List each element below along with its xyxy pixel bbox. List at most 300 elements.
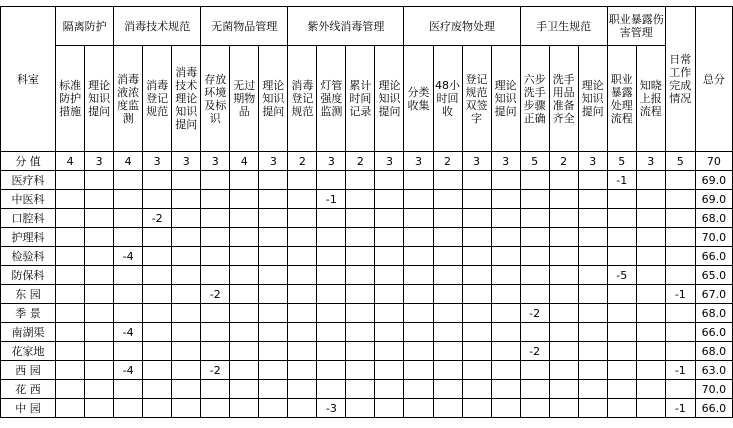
- deduction-cell[interactable]: [404, 285, 433, 304]
- deduction-cell[interactable]: [56, 304, 85, 323]
- deduction-cell[interactable]: [143, 323, 172, 342]
- deduction-cell[interactable]: [433, 323, 462, 342]
- score-value-cell[interactable]: 3: [201, 152, 230, 171]
- deduction-cell[interactable]: -2: [520, 304, 549, 323]
- deduction-cell[interactable]: [665, 323, 695, 342]
- deduction-cell[interactable]: [462, 190, 491, 209]
- deduction-cell[interactable]: [259, 323, 288, 342]
- deduction-cell[interactable]: [433, 171, 462, 190]
- deduction-cell[interactable]: -1: [317, 190, 346, 209]
- deduction-cell[interactable]: [288, 228, 317, 247]
- deduction-cell[interactable]: [143, 190, 172, 209]
- deduction-cell[interactable]: [114, 304, 143, 323]
- deduction-cell[interactable]: [259, 342, 288, 361]
- deduction-cell[interactable]: [288, 304, 317, 323]
- deduction-cell[interactable]: [520, 171, 549, 190]
- deduction-cell[interactable]: [317, 361, 346, 380]
- deduction-cell[interactable]: [549, 361, 578, 380]
- deduction-cell[interactable]: [636, 171, 665, 190]
- deduction-cell[interactable]: [114, 190, 143, 209]
- deduction-cell[interactable]: [665, 247, 695, 266]
- deduction-cell[interactable]: [259, 380, 288, 399]
- deduction-cell[interactable]: [433, 247, 462, 266]
- score-value-cell[interactable]: 5: [520, 152, 549, 171]
- deduction-cell[interactable]: [259, 228, 288, 247]
- score-value-cell[interactable]: 3: [375, 152, 404, 171]
- deduction-cell[interactable]: [201, 304, 230, 323]
- deduction-cell[interactable]: [172, 399, 201, 418]
- deduction-cell[interactable]: [636, 285, 665, 304]
- total-score-cell[interactable]: 68.0: [695, 304, 732, 323]
- deduction-cell[interactable]: [85, 209, 114, 228]
- deduction-cell[interactable]: [520, 190, 549, 209]
- deduction-cell[interactable]: -1: [665, 399, 695, 418]
- deduction-cell[interactable]: [578, 285, 607, 304]
- deduction-cell[interactable]: [288, 399, 317, 418]
- deduction-cell[interactable]: [259, 171, 288, 190]
- deduction-cell[interactable]: [549, 228, 578, 247]
- dept-name-cell[interactable]: 中医科: [1, 190, 56, 209]
- score-value-cell[interactable]: 2: [346, 152, 375, 171]
- deduction-cell[interactable]: [114, 285, 143, 304]
- score-value-cell[interactable]: 5: [665, 152, 695, 171]
- deduction-cell[interactable]: [375, 209, 404, 228]
- deduction-cell[interactable]: [491, 266, 520, 285]
- deduction-cell[interactable]: [636, 209, 665, 228]
- deduction-cell[interactable]: [172, 266, 201, 285]
- deduction-cell[interactable]: [143, 342, 172, 361]
- deduction-cell[interactable]: [346, 171, 375, 190]
- deduction-cell[interactable]: [230, 323, 259, 342]
- deduction-cell[interactable]: [172, 209, 201, 228]
- deduction-cell[interactable]: [259, 209, 288, 228]
- deduction-cell[interactable]: [375, 171, 404, 190]
- deduction-cell[interactable]: [114, 209, 143, 228]
- dept-name-cell[interactable]: 季 景: [1, 304, 56, 323]
- deduction-cell[interactable]: [56, 323, 85, 342]
- total-score-cell[interactable]: 67.0: [695, 285, 732, 304]
- deduction-cell[interactable]: [201, 171, 230, 190]
- deduction-cell[interactable]: [665, 171, 695, 190]
- deduction-cell[interactable]: [578, 171, 607, 190]
- deduction-cell[interactable]: [346, 266, 375, 285]
- deduction-cell[interactable]: [578, 361, 607, 380]
- deduction-cell[interactable]: [201, 247, 230, 266]
- deduction-cell[interactable]: [375, 190, 404, 209]
- deduction-cell[interactable]: [56, 247, 85, 266]
- deduction-cell[interactable]: [578, 266, 607, 285]
- deduction-cell[interactable]: [346, 209, 375, 228]
- deduction-cell[interactable]: [85, 190, 114, 209]
- deduction-cell[interactable]: [433, 285, 462, 304]
- total-score-cell[interactable]: 70.0: [695, 380, 732, 399]
- deduction-cell[interactable]: [172, 304, 201, 323]
- deduction-cell[interactable]: [114, 380, 143, 399]
- deduction-cell[interactable]: [462, 399, 491, 418]
- deduction-cell[interactable]: [317, 228, 346, 247]
- deduction-cell[interactable]: [259, 266, 288, 285]
- deduction-cell[interactable]: [404, 380, 433, 399]
- deduction-cell[interactable]: [578, 209, 607, 228]
- deduction-cell[interactable]: [201, 323, 230, 342]
- deduction-cell[interactable]: [317, 285, 346, 304]
- deduction-cell[interactable]: [462, 228, 491, 247]
- deduction-cell[interactable]: [375, 247, 404, 266]
- deduction-cell[interactable]: [462, 266, 491, 285]
- deduction-cell[interactable]: [230, 285, 259, 304]
- deduction-cell[interactable]: [520, 209, 549, 228]
- deduction-cell[interactable]: [636, 399, 665, 418]
- deduction-cell[interactable]: [636, 228, 665, 247]
- total-score-cell[interactable]: 69.0: [695, 190, 732, 209]
- deduction-cell[interactable]: -2: [143, 209, 172, 228]
- dept-name-cell[interactable]: 护理科: [1, 228, 56, 247]
- deduction-cell[interactable]: [230, 361, 259, 380]
- deduction-cell[interactable]: [346, 342, 375, 361]
- deduction-cell[interactable]: [665, 380, 695, 399]
- deduction-cell[interactable]: [520, 266, 549, 285]
- score-value-cell[interactable]: 4: [114, 152, 143, 171]
- total-score-cell[interactable]: 70.0: [695, 228, 732, 247]
- deduction-cell[interactable]: [201, 209, 230, 228]
- deduction-cell[interactable]: [288, 266, 317, 285]
- deduction-cell[interactable]: [462, 361, 491, 380]
- deduction-cell[interactable]: [433, 342, 462, 361]
- deduction-cell[interactable]: [85, 304, 114, 323]
- deduction-cell[interactable]: [491, 380, 520, 399]
- deduction-cell[interactable]: [549, 285, 578, 304]
- deduction-cell[interactable]: [346, 399, 375, 418]
- deduction-cell[interactable]: [56, 380, 85, 399]
- deduction-cell[interactable]: [201, 399, 230, 418]
- deduction-cell[interactable]: -1: [665, 285, 695, 304]
- deduction-cell[interactable]: [172, 380, 201, 399]
- score-value-cell[interactable]: 2: [288, 152, 317, 171]
- deduction-cell[interactable]: [143, 361, 172, 380]
- deduction-cell[interactable]: [56, 342, 85, 361]
- deduction-cell[interactable]: [636, 361, 665, 380]
- deduction-cell[interactable]: [85, 171, 114, 190]
- score-value-cell[interactable]: 70: [695, 152, 732, 171]
- deduction-cell[interactable]: [520, 323, 549, 342]
- score-value-cell[interactable]: 3: [172, 152, 201, 171]
- deduction-cell[interactable]: [172, 342, 201, 361]
- deduction-cell[interactable]: [317, 304, 346, 323]
- deduction-cell[interactable]: [56, 285, 85, 304]
- deduction-cell[interactable]: [607, 399, 636, 418]
- deduction-cell[interactable]: [375, 266, 404, 285]
- deduction-cell[interactable]: [462, 342, 491, 361]
- deduction-cell[interactable]: [172, 171, 201, 190]
- deduction-cell[interactable]: [549, 209, 578, 228]
- dept-name-cell[interactable]: 医疗科: [1, 171, 56, 190]
- score-value-cell[interactable]: 2: [549, 152, 578, 171]
- deduction-cell[interactable]: [433, 228, 462, 247]
- deduction-cell[interactable]: [636, 342, 665, 361]
- deduction-cell[interactable]: [462, 285, 491, 304]
- deduction-cell[interactable]: [259, 190, 288, 209]
- deduction-cell[interactable]: [433, 399, 462, 418]
- deduction-cell[interactable]: [636, 323, 665, 342]
- deduction-cell[interactable]: [549, 323, 578, 342]
- deduction-cell[interactable]: [288, 323, 317, 342]
- deduction-cell[interactable]: [636, 190, 665, 209]
- deduction-cell[interactable]: [491, 209, 520, 228]
- deduction-cell[interactable]: [404, 304, 433, 323]
- deduction-cell[interactable]: [549, 304, 578, 323]
- deduction-cell[interactable]: [549, 266, 578, 285]
- deduction-cell[interactable]: [375, 304, 404, 323]
- deduction-cell[interactable]: [230, 247, 259, 266]
- deduction-cell[interactable]: [230, 228, 259, 247]
- deduction-cell[interactable]: [230, 209, 259, 228]
- score-value-cell[interactable]: 3: [636, 152, 665, 171]
- deduction-cell[interactable]: [578, 380, 607, 399]
- deduction-cell[interactable]: [578, 247, 607, 266]
- deduction-cell[interactable]: [56, 209, 85, 228]
- deduction-cell[interactable]: [114, 342, 143, 361]
- deduction-cell[interactable]: -4: [114, 323, 143, 342]
- deduction-cell[interactable]: [636, 247, 665, 266]
- deduction-cell[interactable]: [607, 285, 636, 304]
- deduction-cell[interactable]: [375, 399, 404, 418]
- deduction-cell[interactable]: [607, 304, 636, 323]
- dept-name-cell[interactable]: 花 西: [1, 380, 56, 399]
- deduction-cell[interactable]: [491, 342, 520, 361]
- deduction-cell[interactable]: [114, 171, 143, 190]
- deduction-cell[interactable]: [85, 323, 114, 342]
- deduction-cell[interactable]: [230, 266, 259, 285]
- deduction-cell[interactable]: [143, 399, 172, 418]
- deduction-cell[interactable]: [172, 228, 201, 247]
- deduction-cell[interactable]: [549, 342, 578, 361]
- deduction-cell[interactable]: [520, 361, 549, 380]
- deduction-cell[interactable]: [375, 342, 404, 361]
- deduction-cell[interactable]: [607, 380, 636, 399]
- deduction-cell[interactable]: -2: [201, 285, 230, 304]
- deduction-cell[interactable]: [404, 323, 433, 342]
- deduction-cell[interactable]: [85, 228, 114, 247]
- total-score-cell[interactable]: 68.0: [695, 342, 732, 361]
- score-value-cell[interactable]: 3: [317, 152, 346, 171]
- deduction-cell[interactable]: [172, 323, 201, 342]
- deduction-cell[interactable]: [56, 399, 85, 418]
- total-score-cell[interactable]: 65.0: [695, 266, 732, 285]
- deduction-cell[interactable]: [288, 361, 317, 380]
- deduction-cell[interactable]: [172, 285, 201, 304]
- total-score-cell[interactable]: 66.0: [695, 323, 732, 342]
- deduction-cell[interactable]: [607, 190, 636, 209]
- dept-name-cell[interactable]: 南湖渠: [1, 323, 56, 342]
- deduction-cell[interactable]: [462, 304, 491, 323]
- deduction-cell[interactable]: [85, 342, 114, 361]
- deduction-cell[interactable]: [114, 266, 143, 285]
- deduction-cell[interactable]: [201, 342, 230, 361]
- deduction-cell[interactable]: [143, 247, 172, 266]
- deduction-cell[interactable]: [85, 247, 114, 266]
- dept-name-cell[interactable]: 口腔科: [1, 209, 56, 228]
- deduction-cell[interactable]: [346, 323, 375, 342]
- score-value-cell[interactable]: 3: [259, 152, 288, 171]
- deduction-cell[interactable]: [230, 190, 259, 209]
- deduction-cell[interactable]: [317, 171, 346, 190]
- score-value-cell[interactable]: 4: [230, 152, 259, 171]
- deduction-cell[interactable]: [404, 247, 433, 266]
- deduction-cell[interactable]: [201, 380, 230, 399]
- deduction-cell[interactable]: [56, 190, 85, 209]
- deduction-cell[interactable]: [520, 247, 549, 266]
- deduction-cell[interactable]: [578, 228, 607, 247]
- deduction-cell[interactable]: [491, 171, 520, 190]
- deduction-cell[interactable]: [259, 247, 288, 266]
- deduction-cell[interactable]: [288, 380, 317, 399]
- deduction-cell[interactable]: [462, 323, 491, 342]
- deduction-cell[interactable]: [491, 285, 520, 304]
- score-value-cell[interactable]: 5: [607, 152, 636, 171]
- deduction-cell[interactable]: [404, 228, 433, 247]
- deduction-cell[interactable]: [288, 342, 317, 361]
- deduction-cell[interactable]: [549, 171, 578, 190]
- total-score-cell[interactable]: 68.0: [695, 209, 732, 228]
- deduction-cell[interactable]: [288, 285, 317, 304]
- deduction-cell[interactable]: [346, 285, 375, 304]
- deduction-cell[interactable]: [404, 190, 433, 209]
- deduction-cell[interactable]: [346, 380, 375, 399]
- deduction-cell[interactable]: [433, 266, 462, 285]
- deduction-cell[interactable]: [549, 247, 578, 266]
- deduction-cell[interactable]: [665, 209, 695, 228]
- deduction-cell[interactable]: [288, 247, 317, 266]
- deduction-cell[interactable]: [85, 266, 114, 285]
- score-value-cell[interactable]: 4: [56, 152, 85, 171]
- total-score-cell[interactable]: 69.0: [695, 171, 732, 190]
- deduction-cell[interactable]: [143, 380, 172, 399]
- deduction-cell[interactable]: [520, 285, 549, 304]
- dept-name-cell[interactable]: 检验科: [1, 247, 56, 266]
- deduction-cell[interactable]: [172, 361, 201, 380]
- deduction-cell[interactable]: [317, 342, 346, 361]
- deduction-cell[interactable]: -1: [665, 361, 695, 380]
- deduction-cell[interactable]: [85, 399, 114, 418]
- deduction-cell[interactable]: [462, 380, 491, 399]
- deduction-cell[interactable]: [491, 247, 520, 266]
- dept-name-cell[interactable]: 防保科: [1, 266, 56, 285]
- deduction-cell[interactable]: [172, 190, 201, 209]
- deduction-cell[interactable]: [375, 285, 404, 304]
- deduction-cell[interactable]: [114, 399, 143, 418]
- deduction-cell[interactable]: [346, 190, 375, 209]
- total-score-cell[interactable]: 66.0: [695, 399, 732, 418]
- deduction-cell[interactable]: [462, 171, 491, 190]
- deduction-cell[interactable]: [288, 171, 317, 190]
- deduction-cell[interactable]: [230, 342, 259, 361]
- deduction-cell[interactable]: [114, 228, 143, 247]
- deduction-cell[interactable]: [636, 266, 665, 285]
- deduction-cell[interactable]: [375, 323, 404, 342]
- deduction-cell[interactable]: [607, 361, 636, 380]
- deduction-cell[interactable]: [491, 304, 520, 323]
- deduction-cell[interactable]: [230, 171, 259, 190]
- deduction-cell[interactable]: [491, 361, 520, 380]
- deduction-cell[interactable]: [520, 380, 549, 399]
- deduction-cell[interactable]: [375, 380, 404, 399]
- deduction-cell[interactable]: -1: [607, 171, 636, 190]
- deduction-cell[interactable]: [143, 266, 172, 285]
- deduction-cell[interactable]: [549, 399, 578, 418]
- dept-name-cell[interactable]: 东 园: [1, 285, 56, 304]
- deduction-cell[interactable]: [85, 285, 114, 304]
- score-value-cell[interactable]: 2: [433, 152, 462, 171]
- deduction-cell[interactable]: [317, 247, 346, 266]
- deduction-cell[interactable]: [346, 247, 375, 266]
- deduction-cell[interactable]: [665, 342, 695, 361]
- deduction-cell[interactable]: [56, 266, 85, 285]
- deduction-cell[interactable]: [201, 228, 230, 247]
- deduction-cell[interactable]: [201, 266, 230, 285]
- deduction-cell[interactable]: [665, 228, 695, 247]
- deduction-cell[interactable]: [549, 190, 578, 209]
- deduction-cell[interactable]: [607, 247, 636, 266]
- deduction-cell[interactable]: [636, 380, 665, 399]
- deduction-cell[interactable]: [549, 380, 578, 399]
- deduction-cell[interactable]: [288, 190, 317, 209]
- score-value-cell[interactable]: 3: [404, 152, 433, 171]
- deduction-cell[interactable]: [520, 228, 549, 247]
- deduction-cell[interactable]: [462, 209, 491, 228]
- deduction-cell[interactable]: -3: [317, 399, 346, 418]
- deduction-cell[interactable]: [462, 247, 491, 266]
- deduction-cell[interactable]: [230, 399, 259, 418]
- deduction-cell[interactable]: [433, 190, 462, 209]
- deduction-cell[interactable]: [404, 399, 433, 418]
- deduction-cell[interactable]: [433, 209, 462, 228]
- deduction-cell[interactable]: [607, 209, 636, 228]
- score-value-cell[interactable]: 3: [143, 152, 172, 171]
- deduction-cell[interactable]: [85, 361, 114, 380]
- deduction-cell[interactable]: -4: [114, 361, 143, 380]
- deduction-cell[interactable]: [143, 304, 172, 323]
- deduction-cell[interactable]: [578, 342, 607, 361]
- dept-name-cell[interactable]: 花家地: [1, 342, 56, 361]
- deduction-cell[interactable]: [143, 285, 172, 304]
- deduction-cell[interactable]: [230, 380, 259, 399]
- deduction-cell[interactable]: [665, 266, 695, 285]
- deduction-cell[interactable]: [56, 171, 85, 190]
- deduction-cell[interactable]: -4: [114, 247, 143, 266]
- deduction-cell[interactable]: [143, 171, 172, 190]
- deduction-cell[interactable]: [375, 361, 404, 380]
- deduction-cell[interactable]: [404, 171, 433, 190]
- deduction-cell[interactable]: [288, 209, 317, 228]
- deduction-cell[interactable]: [317, 323, 346, 342]
- deduction-cell[interactable]: [607, 342, 636, 361]
- deduction-cell[interactable]: [230, 304, 259, 323]
- deduction-cell[interactable]: [201, 190, 230, 209]
- deduction-cell[interactable]: [433, 380, 462, 399]
- score-value-cell[interactable]: 3: [85, 152, 114, 171]
- deduction-cell[interactable]: [172, 247, 201, 266]
- deduction-cell[interactable]: [491, 190, 520, 209]
- deduction-cell[interactable]: [433, 304, 462, 323]
- deduction-cell[interactable]: [665, 304, 695, 323]
- deduction-cell[interactable]: [404, 342, 433, 361]
- deduction-cell[interactable]: [404, 361, 433, 380]
- deduction-cell[interactable]: [85, 380, 114, 399]
- deduction-cell[interactable]: [491, 323, 520, 342]
- deduction-cell[interactable]: [259, 304, 288, 323]
- dept-name-cell[interactable]: 西 园: [1, 361, 56, 380]
- deduction-cell[interactable]: -2: [520, 342, 549, 361]
